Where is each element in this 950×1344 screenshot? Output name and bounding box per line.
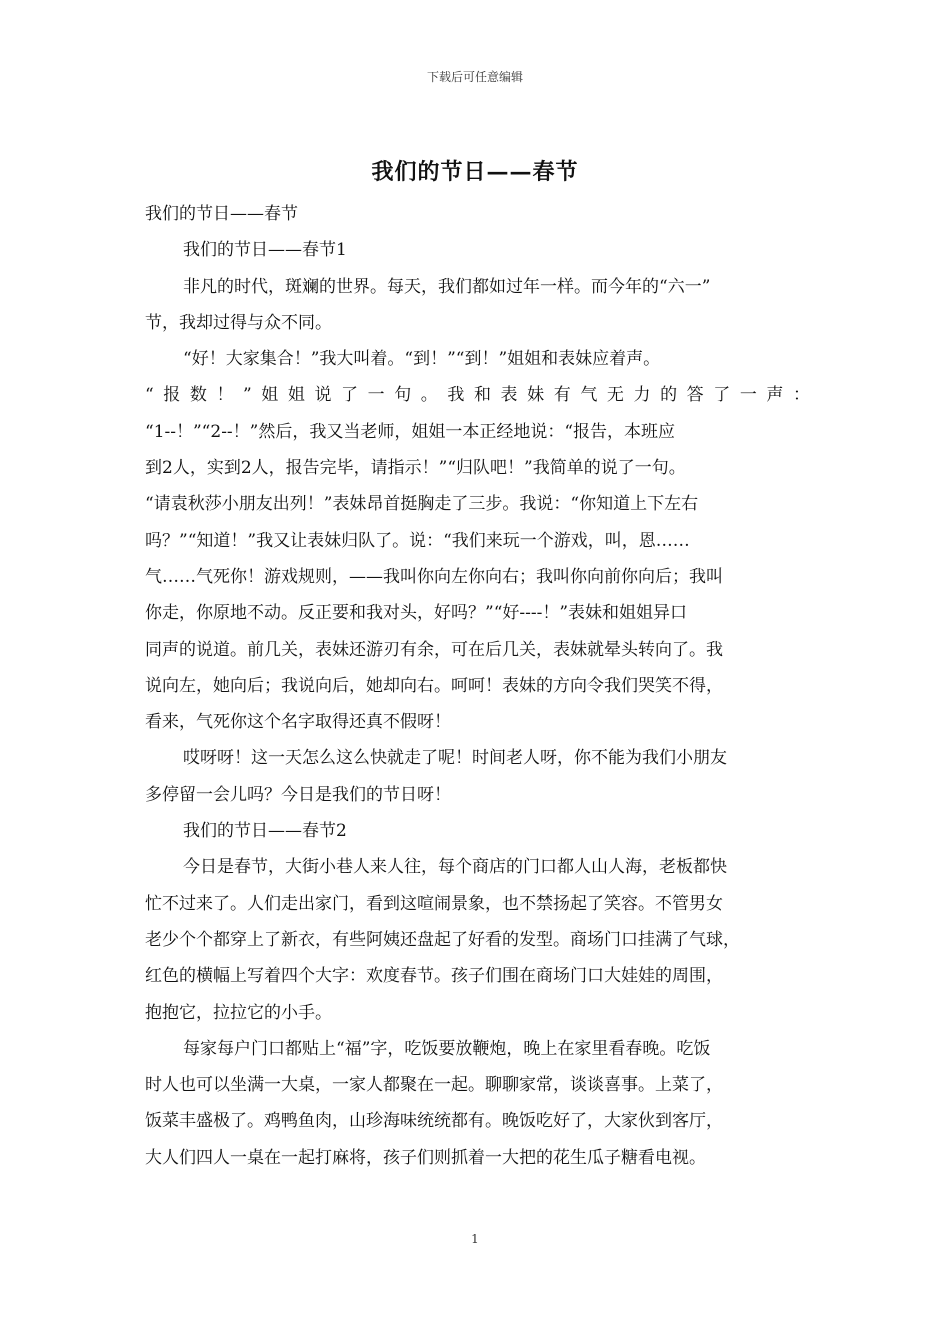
paragraph-line: 今日是春节，大街小巷人来人往，每个商店的门口都人山人海，老板都快 (183, 857, 727, 878)
paragraph-line: 红色的横幅上写着四个大字：欢度春节。孩子们围在商场门口大娃娃的周围， (145, 966, 723, 987)
paragraph-line: 看来，气死你这个名字取得还真不假呀！ (145, 712, 451, 733)
paragraph-line: 每家每户门口都贴上“福”字，吃饭要放鞭炮，晚上在家里看春晚。吃饭 (183, 1038, 711, 1059)
header-note: 下载后可任意编辑 (426, 70, 523, 84)
paragraph-line: 忙不过来了。人们走出家门，看到这喧闹景象，也不禁扬起了笑容。不管男女 (145, 893, 723, 914)
paragraph-line: 非凡的时代，斑斓的世界。每天，我们都如过年一样。而今年的“六一” (183, 276, 711, 297)
paragraph-line: “报数！”姐姐说了一句。我和表妹有气无力的答了一声： (145, 385, 810, 406)
section-heading: 我们的节日——春节1 (183, 240, 347, 261)
paragraph-line: 说向左，她向后；我说向后，她却向右。呵呵！表妹的方向令我们哭笑不得， (145, 675, 723, 696)
section-heading: 我们的节日——春节2 (183, 821, 347, 842)
paragraph-line: “好！大家集合！”我大叫着。“到！”“到！”姐姐和表妹应着声。 (183, 349, 661, 370)
document-body (145, 196, 810, 1176)
paragraph-line: 气……气死你！游戏规则，——我叫你向左你向右；我叫你向前你向后；我叫 (145, 566, 723, 587)
page-number: 1 (471, 1232, 479, 1246)
paragraph-line: 我们的节日——春节 (145, 204, 298, 224)
paragraph-line: 你走，你原地不动。反正要和我对头，好吗？”“好----！”表妹和姐姐异口 (145, 603, 688, 624)
paragraph-line: “1--！”“2--！”然后，我又当老师，姐姐一本正经地说：“报告，本班应 (145, 421, 676, 442)
paragraph-line: 吗？”“知道！”我又让表妹归队了。说：“我们来玩一个游戏，叫，恩…… (145, 530, 690, 551)
paragraph-line: 时人也可以坐满一大桌，一家人都聚在一起。聊聊家常，谈谈喜事。上菜了， (145, 1075, 723, 1096)
paragraph-line: 饭菜丰盛极了。鸡鸭鱼肉，山珍海味统统都有。晚饭吃好了，大家伙到客厅， (145, 1111, 723, 1132)
paragraph-line: “请袁秋莎小朋友出列！”表妹昂首挺胸走了三步。我说：“你知道上下左右 (145, 494, 699, 515)
paragraph-line: 抱抱它，拉拉它的小手。 (145, 1002, 332, 1023)
paragraph-line: 多停留一会儿吗？今日是我们的节日呀！ (145, 784, 451, 805)
document-title: 我们的节日——春节 (371, 159, 579, 185)
paragraph-line: 节，我却过得与众不同。 (145, 312, 332, 333)
paragraph-line: 大人们四人一桌在一起打麻将，孩子们则抓着一大把的花生瓜子糖看电视。 (145, 1147, 706, 1168)
paragraph-line: 哎呀呀！这一天怎么这么快就走了呢！时间老人呀，你不能为我们小朋友 (183, 748, 727, 769)
paragraph-line: 到2人，实到2人，报告完毕，请指示！”“归队吧！”我简单的说了一句。 (145, 458, 686, 479)
paragraph-line: 老少个个都穿上了新衣，有些阿姨还盘起了好看的发型。商场门口挂满了气球， (145, 929, 740, 950)
paragraph-line: 同声的说道。前几关，表妹还游刃有余，可在后几关，表妹就晕头转向了。我 (145, 639, 723, 660)
